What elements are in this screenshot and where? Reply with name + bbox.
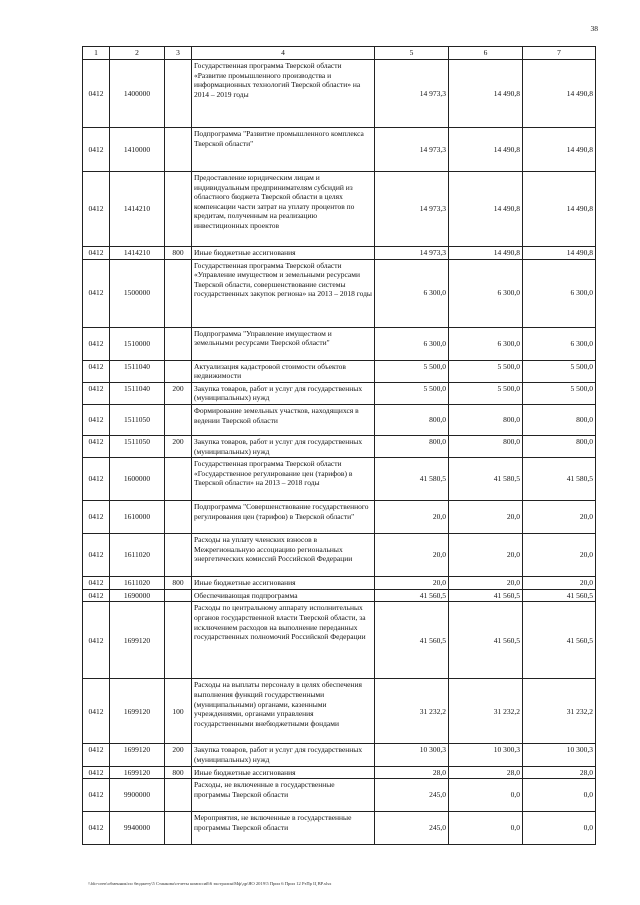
amount-col-6: 6 300,0 bbox=[449, 327, 523, 360]
amount-col-6: 5 500,0 bbox=[449, 360, 523, 382]
section-code: 0412 bbox=[83, 360, 110, 382]
amount-col-5: 245,0 bbox=[375, 779, 449, 812]
table-row bbox=[83, 382, 596, 404]
amount-col-5: 41 560,5 bbox=[375, 602, 449, 679]
amount-col-7: 10 300,3 bbox=[523, 744, 596, 766]
table-row bbox=[83, 360, 596, 382]
amount-col-7: 6 300,0 bbox=[523, 259, 596, 327]
item-name: Расходы, не включенные в государственные программы Тверской области bbox=[192, 779, 375, 812]
amount-col-6: 14 490,8 bbox=[449, 60, 523, 128]
amount-col-6: 41 560,5 bbox=[449, 602, 523, 679]
item-name: Закупка товаров, работ и услуг для государственных (муниципальных) нужд bbox=[192, 382, 375, 404]
expense-type-code bbox=[165, 534, 192, 577]
amount-col-6: 14 490,8 bbox=[449, 247, 523, 260]
expense-type-code bbox=[165, 259, 192, 327]
expense-type-code: 800 bbox=[165, 577, 192, 590]
expense-type-code: 200 bbox=[165, 744, 192, 766]
expense-type-code bbox=[165, 327, 192, 360]
amount-col-5: 31 232,2 bbox=[375, 679, 449, 744]
amount-col-5: 20,0 bbox=[375, 534, 449, 577]
amount-col-5: 5 500,0 bbox=[375, 382, 449, 404]
table-row bbox=[83, 404, 596, 435]
amount-col-7: 20,0 bbox=[523, 577, 596, 590]
amount-col-7: 20,0 bbox=[523, 534, 596, 577]
amount-col-5: 5 500,0 bbox=[375, 360, 449, 382]
file-path-footer: \\fdo-oren\обменник\по бюджету\5 Станкова\отчеты комиссий\6 экстралия\Мф\др\ЯО 2019\5 Прил 6 Прил 12 РзПр Ц ВР.xlsx bbox=[88, 881, 332, 886]
amount-col-6: 14 490,8 bbox=[449, 128, 523, 172]
amount-col-6: 31 232,2 bbox=[449, 679, 523, 744]
amount-col-6: 41 560,5 bbox=[449, 589, 523, 602]
item-name: Мероприятия, не включенные в государственные программы Тверской области bbox=[192, 812, 375, 845]
item-name: Обеспечивающая подпрограмма bbox=[192, 589, 375, 602]
target-code: 1511040 bbox=[110, 382, 165, 404]
target-code: 1414210 bbox=[110, 172, 165, 247]
section-code: 0412 bbox=[83, 404, 110, 435]
amount-col-7: 41 560,5 bbox=[523, 589, 596, 602]
amount-col-7: 5 500,0 bbox=[523, 360, 596, 382]
table-row bbox=[83, 812, 596, 845]
item-name: Закупка товаров, работ и услуг для государственных (муниципальных) нужд bbox=[192, 744, 375, 766]
item-name: Иные бюджетные ассигнования bbox=[192, 247, 375, 260]
col-header-6: 6 bbox=[449, 47, 523, 60]
table-row bbox=[83, 501, 596, 534]
item-name: Предоставление юридическим лицам и индивидуальным предпринимателям субсидий из областного бюджета Тверской области в целях компенсации части затрат на уплату процентов по кредитам, полученным на реализацию инвестиционных проектов bbox=[192, 172, 375, 247]
section-code: 0412 bbox=[83, 602, 110, 679]
section-code: 0412 bbox=[83, 172, 110, 247]
expense-type-code: 800 bbox=[165, 766, 192, 779]
table-row bbox=[83, 458, 596, 501]
amount-col-7: 6 300,0 bbox=[523, 327, 596, 360]
expense-type-code bbox=[165, 458, 192, 501]
expense-type-code bbox=[165, 602, 192, 679]
amount-col-5: 10 300,3 bbox=[375, 744, 449, 766]
section-code: 0412 bbox=[83, 60, 110, 128]
target-code: 1699120 bbox=[110, 679, 165, 744]
target-code: 1611020 bbox=[110, 577, 165, 590]
amount-col-5: 14 973,3 bbox=[375, 247, 449, 260]
amount-col-6: 20,0 bbox=[449, 501, 523, 534]
expense-type-code: 800 bbox=[165, 247, 192, 260]
item-name: Подпрограмма "Управление имуществом и земельными ресурсами Тверской области" bbox=[192, 327, 375, 360]
section-code: 0412 bbox=[83, 812, 110, 845]
header-row bbox=[83, 47, 596, 60]
col-header-2: 2 bbox=[110, 47, 165, 60]
expense-type-code bbox=[165, 172, 192, 247]
table-row bbox=[83, 128, 596, 172]
amount-col-5: 41 580,5 bbox=[375, 458, 449, 501]
amount-col-5: 6 300,0 bbox=[375, 327, 449, 360]
amount-col-6: 20,0 bbox=[449, 577, 523, 590]
item-name: Иные бюджетные ассигнования bbox=[192, 766, 375, 779]
table-row bbox=[83, 779, 596, 812]
section-code: 0412 bbox=[83, 534, 110, 577]
item-name: Актуализация кадастровой стоимости объектов недвижимости bbox=[192, 360, 375, 382]
table-row bbox=[83, 766, 596, 779]
target-code: 1511050 bbox=[110, 435, 165, 457]
amount-col-5: 14 973,3 bbox=[375, 60, 449, 128]
amount-col-7: 14 490,8 bbox=[523, 247, 596, 260]
section-code: 0412 bbox=[83, 435, 110, 457]
amount-col-7: 800,0 bbox=[523, 404, 596, 435]
expense-type-code: 200 bbox=[165, 382, 192, 404]
target-code: 1410000 bbox=[110, 128, 165, 172]
target-code: 1414210 bbox=[110, 247, 165, 260]
section-code: 0412 bbox=[83, 589, 110, 602]
item-name: Государственная программа Тверской области «Развитие промышленного производства и информационных технологий Тверской области» на 2014 – 2019 годы bbox=[192, 60, 375, 128]
target-code: 9940000 bbox=[110, 812, 165, 845]
item-name: Подпрограмма "Развитие промышленного комплекса Тверской области" bbox=[192, 128, 375, 172]
expense-type-code bbox=[165, 589, 192, 602]
table-row bbox=[83, 744, 596, 766]
amount-col-6: 0,0 bbox=[449, 779, 523, 812]
table-row bbox=[83, 577, 596, 590]
target-code: 1699120 bbox=[110, 766, 165, 779]
section-code: 0412 bbox=[83, 247, 110, 260]
section-code: 0412 bbox=[83, 577, 110, 590]
amount-col-6: 800,0 bbox=[449, 435, 523, 457]
target-code: 1699120 bbox=[110, 744, 165, 766]
amount-col-6: 14 490,8 bbox=[449, 172, 523, 247]
expense-type-code: 200 bbox=[165, 435, 192, 457]
table-row bbox=[83, 247, 596, 260]
budget-table bbox=[82, 46, 596, 845]
amount-col-7: 14 490,8 bbox=[523, 172, 596, 247]
target-code: 1511040 bbox=[110, 360, 165, 382]
expense-type-code bbox=[165, 128, 192, 172]
amount-col-7: 5 500,0 bbox=[523, 382, 596, 404]
section-code: 0412 bbox=[83, 679, 110, 744]
item-name: Формирование земельных участков, находящихся в ведении Тверской области bbox=[192, 404, 375, 435]
expense-type-code bbox=[165, 360, 192, 382]
amount-col-5: 28,0 bbox=[375, 766, 449, 779]
item-name: Закупка товаров, работ и услуг для государственных (муниципальных) нужд bbox=[192, 435, 375, 457]
table-row bbox=[83, 259, 596, 327]
item-name: Подпрограмма "Совершенствование государственного регулирования цен (тарифов) в Тверской области" bbox=[192, 501, 375, 534]
expense-type-code: 100 bbox=[165, 679, 192, 744]
table-row bbox=[83, 589, 596, 602]
table-row bbox=[83, 534, 596, 577]
col-header-5: 5 bbox=[375, 47, 449, 60]
expense-type-code bbox=[165, 404, 192, 435]
amount-col-6: 41 580,5 bbox=[449, 458, 523, 501]
target-code: 1611020 bbox=[110, 534, 165, 577]
section-code: 0412 bbox=[83, 259, 110, 327]
amount-col-5: 41 560,5 bbox=[375, 589, 449, 602]
section-code: 0412 bbox=[83, 458, 110, 501]
expense-type-code bbox=[165, 501, 192, 534]
table-row bbox=[83, 172, 596, 247]
amount-col-7: 14 490,8 bbox=[523, 60, 596, 128]
target-code: 1600000 bbox=[110, 458, 165, 501]
target-code: 1500000 bbox=[110, 259, 165, 327]
amount-col-7: 20,0 bbox=[523, 501, 596, 534]
section-code: 0412 bbox=[83, 382, 110, 404]
table-row bbox=[83, 327, 596, 360]
item-name: Расходы на выплаты персоналу в целях обеспечения выполнения функций государственными (муниципальными) органами, казенными учреждениями, органами управления государственными внебюджетными фондами bbox=[192, 679, 375, 744]
amount-col-5: 800,0 bbox=[375, 435, 449, 457]
amount-col-5: 14 973,3 bbox=[375, 128, 449, 172]
table-row bbox=[83, 435, 596, 457]
item-name: Иные бюджетные ассигнования bbox=[192, 577, 375, 590]
section-code: 0412 bbox=[83, 501, 110, 534]
item-name: Государственная программа Тверской области «Государственное регулирование цен (тарифов) в Тверской области» на 2013 – 2018 годы bbox=[192, 458, 375, 501]
expense-type-code bbox=[165, 60, 192, 128]
section-code: 0412 bbox=[83, 744, 110, 766]
page-number: 38 bbox=[590, 24, 598, 33]
target-code: 1699120 bbox=[110, 602, 165, 679]
table-row bbox=[83, 60, 596, 128]
amount-col-7: 41 580,5 bbox=[523, 458, 596, 501]
target-code: 1400000 bbox=[110, 60, 165, 128]
amount-col-5: 6 300,0 bbox=[375, 259, 449, 327]
amount-col-7: 28,0 bbox=[523, 766, 596, 779]
amount-col-5: 14 973,3 bbox=[375, 172, 449, 247]
col-header-1: 1 bbox=[83, 47, 110, 60]
target-code: 1690000 bbox=[110, 589, 165, 602]
target-code: 9900000 bbox=[110, 779, 165, 812]
col-header-7: 7 bbox=[523, 47, 596, 60]
amount-col-7: 0,0 bbox=[523, 779, 596, 812]
amount-col-5: 20,0 bbox=[375, 577, 449, 590]
col-header-4: 4 bbox=[192, 47, 375, 60]
amount-col-6: 6 300,0 bbox=[449, 259, 523, 327]
amount-col-5: 800,0 bbox=[375, 404, 449, 435]
section-code: 0412 bbox=[83, 766, 110, 779]
expense-type-code bbox=[165, 779, 192, 812]
section-code: 0412 bbox=[83, 327, 110, 360]
section-code: 0412 bbox=[83, 128, 110, 172]
amount-col-7: 0,0 bbox=[523, 812, 596, 845]
target-code: 1510000 bbox=[110, 327, 165, 360]
amount-col-6: 28,0 bbox=[449, 766, 523, 779]
amount-col-7: 31 232,2 bbox=[523, 679, 596, 744]
amount-col-6: 800,0 bbox=[449, 404, 523, 435]
amount-col-5: 245,0 bbox=[375, 812, 449, 845]
item-name: Государственная программа Тверской области «Управление имуществом и земельными ресурсами Тверской области, совершенствование системы государственных закупок региона» на 2013 – 2018 годы bbox=[192, 259, 375, 327]
item-name: Расходы по центральному аппарату исполнительных органов государственной власти Тверской области, за исключением расходов на выполнение переданных государственных полномочий Российской Федерации bbox=[192, 602, 375, 679]
section-code: 0412 bbox=[83, 779, 110, 812]
target-code: 1511050 bbox=[110, 404, 165, 435]
col-header-3: 3 bbox=[165, 47, 192, 60]
table-row bbox=[83, 602, 596, 679]
amount-col-6: 20,0 bbox=[449, 534, 523, 577]
target-code: 1610000 bbox=[110, 501, 165, 534]
amount-col-6: 5 500,0 bbox=[449, 382, 523, 404]
amount-col-7: 14 490,8 bbox=[523, 128, 596, 172]
amount-col-6: 0,0 bbox=[449, 812, 523, 845]
amount-col-7: 800,0 bbox=[523, 435, 596, 457]
table-row bbox=[83, 679, 596, 744]
expense-type-code bbox=[165, 812, 192, 845]
amount-col-7: 41 560,5 bbox=[523, 602, 596, 679]
item-name: Расходы на уплату членских взносов в Межрегиональную ассоциацию региональных энергетических комиссий Российской Федерации bbox=[192, 534, 375, 577]
amount-col-5: 20,0 bbox=[375, 501, 449, 534]
amount-col-6: 10 300,3 bbox=[449, 744, 523, 766]
